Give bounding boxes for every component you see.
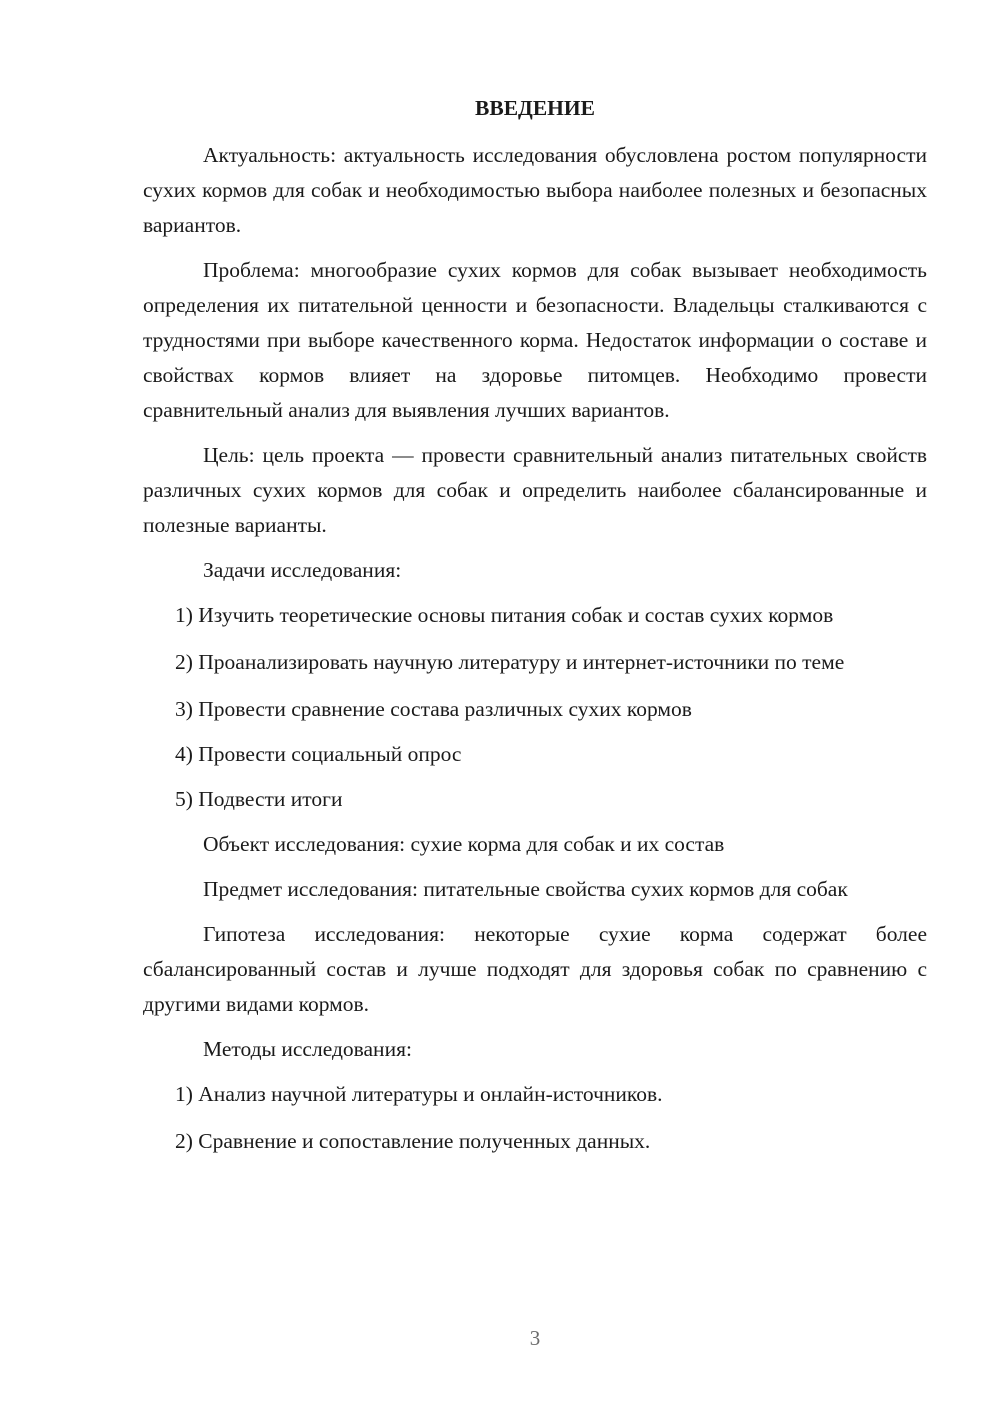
task-item-4: 4) Провести социальный опрос: [175, 742, 462, 766]
hypothesis-paragraph: Гипотеза исследования: некоторые сухие корма содержат более сбалансированный состав и лучше подходят для здоровья собак по сравнению с другими видами кормов.: [143, 922, 927, 1016]
object-paragraph: Объект исследования: сухие корма для собак и их состав: [203, 832, 725, 856]
task-item-1: 1) Изучить теоретические основы питания собак и состав сухих кормов: [175, 603, 834, 627]
method-item-2: 2) Сравнение и сопоставление полученных данных.: [175, 1129, 651, 1153]
relevance-paragraph: Актуальность: актуальность исследования обусловлена ростом популярности сухих кормов для собак и необходимостью выбора наиболее полезных и безопасных вариантов.: [143, 143, 927, 237]
task-item-5: 5) Подвести итоги: [175, 787, 343, 811]
task-item-2: 2) Проанализировать научную литературу и интернет-источники по теме: [175, 650, 845, 674]
page-number: 3: [529, 1326, 541, 1350]
goal-paragraph: Цель: цель проекта — провести сравнительный анализ питательных свойств различных сухих кормов для собак и определить наиболее сбалансированные и полезные варианты.: [143, 443, 927, 537]
task-item-3: 3) Провести сравнение состава различных сухих кормов: [175, 697, 692, 721]
method-item-1: 1) Анализ научной литературы и онлайн-источников.: [175, 1082, 663, 1106]
tasks-heading: Задачи исследования:: [203, 558, 402, 582]
problem-paragraph: Проблема: многообразие сухих кормов для собак вызывает необходимость определения их питательной ценности и безопасности. Владельцы сталкиваются с трудностями при выборе качественного корма. Недостаток информации о составе и свойствах кормов влияет на здоровье питомцев. Необходимо провести сравнительный анализ для выявления лучших вариантов.: [143, 258, 927, 422]
document-page: [143, 88, 927, 1171]
methods-heading: Методы исследования:: [203, 1037, 412, 1061]
section-title: ВВЕДЕНИЕ: [475, 96, 595, 120]
subject-paragraph: Предмет исследования: питательные свойства сухих кормов для собак: [203, 877, 848, 901]
